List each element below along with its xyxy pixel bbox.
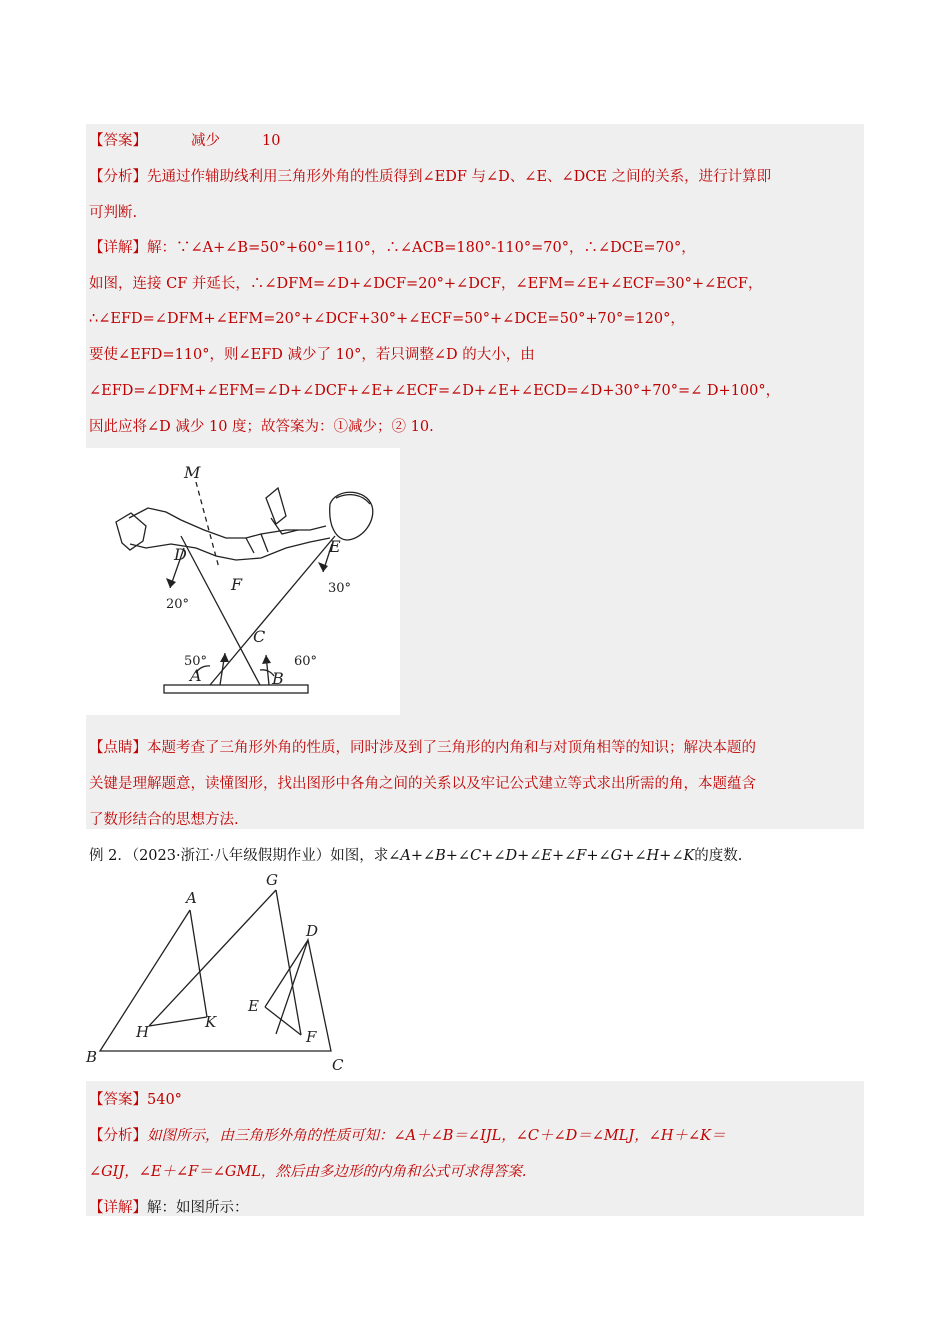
example-2-question <box>89 844 742 865</box>
label-a: A <box>190 666 202 685</box>
comment-line-1 <box>89 736 756 757</box>
detail-text-1: 解：∵∠A+∠B=50°+60°=110°，∴∠ACB=180°-110°=70°，∴∠DCE=70°， <box>147 240 696 256</box>
analysis-2-text-1: 如图所示，由三角形外角的性质可知：∠A＋∠B＝∠IJL，∠C＋∠D＝∠MLJ，∠H＋∠K＝ <box>147 1128 726 1144</box>
comment-line-3: 了数形结合的思想方法. <box>89 812 239 828</box>
person-upper-outline <box>129 508 326 538</box>
label-30: 30° <box>328 581 352 596</box>
analysis-2-line-1 <box>89 1124 725 1145</box>
comment-text-1: 本题考查了三角形外角的性质，同时涉及到了三角形的内角和与对顶角相等的知识；解决本题的 <box>147 740 756 756</box>
label-k: K <box>205 1013 217 1031</box>
arrowhead-50 <box>220 653 229 662</box>
detail-line-1 <box>89 236 696 257</box>
analysis-line-1 <box>89 165 771 186</box>
comment-label: 【点睛】 <box>89 740 147 756</box>
detail-2-text: 解：如图所示： <box>147 1200 249 1216</box>
label-c: C <box>332 1056 344 1074</box>
person-lower-outline <box>130 538 330 560</box>
arrowheads <box>166 562 328 664</box>
person-book <box>266 488 286 524</box>
figure-reclining-person <box>86 448 400 715</box>
base-plate <box>164 685 308 693</box>
segment-k-h <box>149 1017 207 1026</box>
analysis-label: 【分析】 <box>89 169 147 185</box>
arrowhead-30 <box>318 562 328 572</box>
label-a: A <box>186 889 197 907</box>
detail-line-4: 要使∠EFD=110°，则∠EFD 减少了 10°，若只调整∠D 的大小，由 <box>89 347 535 363</box>
label-60: 60° <box>294 654 318 669</box>
detail-line-5: ∠EFD=∠DFM+∠EFM=∠D+∠DCF+∠E+∠ECF=∠D+∠E+∠ECD=∠D+30°+70°=∠ D+100°， <box>89 383 781 399</box>
segment-a-k <box>190 910 207 1017</box>
label-50: 50° <box>184 654 208 669</box>
comment-line-2: 关键是理解题意，读懂图形，找出图形中各角之间的关系以及牢记公式建立等式求出所需的角，本题蕴含 <box>89 776 756 792</box>
detail-2-line <box>89 1196 249 1217</box>
detail-label: 【详解】 <box>89 240 147 256</box>
label-f: F <box>231 575 243 594</box>
analysis-2-line-2: ∠GIJ，∠E＋∠F＝∠GML，然后由多边形的内角和公式可求得答案. <box>89 1164 527 1180</box>
label-d: D <box>174 545 187 564</box>
example-2-expression: ∠A+∠B+∠C+∠D+∠E+∠F+∠G+∠H+∠K <box>388 848 695 864</box>
answer-label: 【答案】 <box>89 133 147 149</box>
analysis-line-2 <box>89 201 137 222</box>
detail-line-2: 如图，连接 CF 并延长，∴∠DFM=∠D+∠DCF=20°+∠DCF，∠EFM=∠E+∠ECF=30°+∠ECF， <box>89 276 763 292</box>
answer-2-value: 540° <box>147 1092 182 1108</box>
label-g: G <box>266 871 278 889</box>
person-head <box>330 492 373 540</box>
label-e: E <box>248 997 259 1015</box>
label-f: F <box>306 1028 317 1046</box>
answer-value-1: 减少 <box>191 133 220 149</box>
label-20: 20° <box>166 597 190 612</box>
analysis-2-label: 【分析】 <box>89 1128 147 1144</box>
label-m: M <box>184 463 201 482</box>
arrowhead-20 <box>166 578 176 588</box>
detail-line-3: ∴∠EFD=∠DFM+∠EFM=20°+∠DCF+30°+∠ECF=50°+∠DCE=50°+70°=120°， <box>89 311 685 327</box>
figure-example-2 <box>80 870 350 1075</box>
label-h: H <box>136 1023 150 1041</box>
detail-line-6: 因此应将∠D 减少 10 度；故答案为：①减少；② 10. <box>89 419 434 435</box>
arrowhead-60 <box>262 655 271 664</box>
label-e: E <box>329 537 341 556</box>
figure-2-svg <box>80 870 350 1075</box>
answer-2-label: 【答案】 <box>89 1092 147 1108</box>
label-d: D <box>306 922 319 940</box>
answer-2-line <box>89 1088 182 1109</box>
segment-g-f <box>276 890 301 1035</box>
example-2-suffix: 的度数. <box>694 848 743 864</box>
label-b: B <box>272 669 284 688</box>
answer-line <box>89 129 280 150</box>
label-b: B <box>86 1048 98 1066</box>
analysis-text-1: 先通过作辅助线利用三角形外角的性质得到∠EDF 与∠D、∠E、∠DCE 之间的关系，进行计算即 <box>147 169 772 185</box>
dashed-line-m <box>196 482 219 568</box>
analysis-text-2: 可判断. <box>89 205 138 221</box>
label-c: C <box>253 627 266 646</box>
example-2-prefix: 例 2．（2023·浙江·八年级假期作业）如图，求 <box>89 848 389 864</box>
detail-2-label: 【详解】 <box>89 1200 147 1216</box>
segment-f-e <box>265 1007 301 1035</box>
figure-1-svg <box>86 448 400 715</box>
answer-value-2: 10 <box>262 133 281 149</box>
